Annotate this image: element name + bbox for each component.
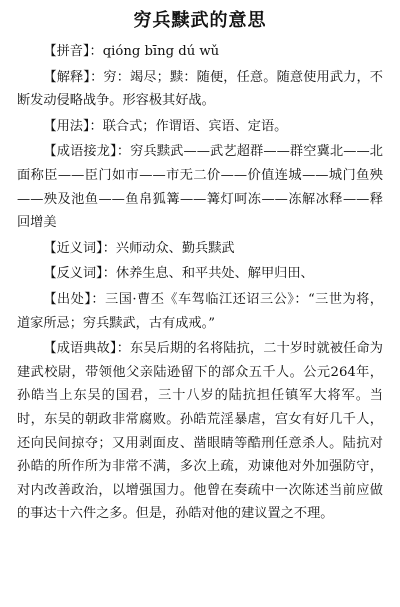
entry-text: ：兴师动众、勤兵黩武 [102, 240, 235, 256]
entry-text: ：qióng bīng dú wǔ [89, 44, 220, 59]
entry-label: 【拼音】 [43, 44, 90, 59]
entry-label: 【出处】 [43, 291, 92, 307]
entry-label: 【反义词】 [43, 266, 103, 282]
entry-label: 【解释】 [43, 69, 91, 85]
entry-usage [17, 115, 383, 139]
entry-explanation [17, 66, 383, 113]
page-title: 穷兵黩武的意思 [133, 10, 267, 31]
entry-label: 【成语典故】 [43, 341, 117, 357]
entry-text: ：东吴后期的名将陆抗，二十岁时就被任命为建武校尉，带领他父亲陆逊留下的部众五千人。公元264年，孙皓当上东吴的国君，三十八岁的陆抗担任镇军大将军。当时，东吴的朝政非常腐败。孙皓荒淫暴虐，宫女有好几千人，还向民间掠夺；又用剥面皮、凿眼睛等酷刑任意杀人。陆抗对孙皓的所作所为非常不满，多次上疏，劝谏他对外加强防守，对内改善政治，以增强国力。他曾在奏疏中一次陈述当前应做的事达十六件之多。但是，孙皓对他的建议置之不理。 [17, 341, 383, 522]
entry-label: 【成语接龙】 [43, 144, 117, 160]
entry-label: 【近义词】 [43, 240, 103, 256]
entry-text: ：穷：竭尽；黩：随便，任意。随意使用武力，不断发动侵略战争。形容极其好战。 [17, 69, 383, 109]
entry-label: 【用法】 [43, 118, 90, 134]
entry-text: ：穷兵黩武——武艺超群——群空冀北——北面称臣——臣门如市——市无二价——价值连城——城门鱼殃——殃及池鱼——鱼帛狐篝——篝灯呵冻——冻解冰释——释回增美 [17, 144, 383, 231]
entry-text: ：休养生息、和平共处、解甲归田、 [102, 266, 314, 282]
entry-story [17, 337, 383, 526]
entry-antonyms [17, 262, 383, 286]
entry-idiom-chain [17, 140, 383, 234]
entry-source [17, 288, 383, 335]
entry-text: ：联合式；作谓语、宾语、定语。 [89, 118, 288, 134]
entry-text: ：三国·曹丕《车驾临江还诏三公》：“三世为将，道家所忌；穷兵黩武，古有成戒。” [17, 291, 383, 331]
entry-synonyms [17, 237, 383, 261]
entry-pinyin [17, 40, 383, 64]
